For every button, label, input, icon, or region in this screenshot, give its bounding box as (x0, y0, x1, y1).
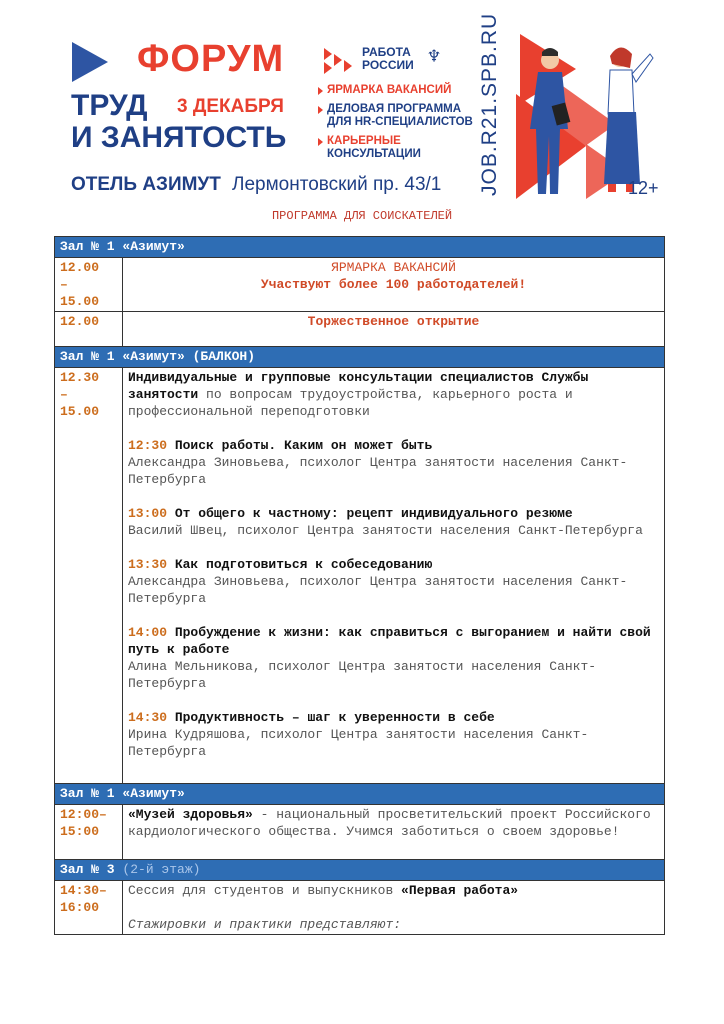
session-title: «Первая работа» (401, 883, 519, 898)
logo-text: РАБОТА РОССИИ (362, 45, 414, 72)
event-cell (123, 258, 665, 312)
talk-item (128, 624, 659, 692)
event-cell (123, 312, 665, 347)
time-cell (55, 368, 123, 784)
title-line-1: ТРУД (71, 89, 148, 122)
feature-job-fair (318, 84, 498, 97)
hall-header-cell (55, 860, 665, 881)
consultations-intro (128, 369, 659, 420)
forum-heading: ФОРУМ (137, 38, 285, 80)
time-dash: – (60, 277, 68, 292)
time-end: 15:00 (60, 824, 100, 839)
hall-header (55, 237, 665, 258)
talk-item (128, 556, 659, 607)
hall-header (55, 347, 665, 368)
forum-features (318, 84, 498, 167)
talk-speaker: Алина Мельникова, психолог Центра занятости населения Санкт-Петербурга (128, 659, 597, 691)
talk-title: Пробуждение к жизни: как справиться с выгоранием и найти свой путь к работе (128, 625, 651, 657)
play-triangle-icon (72, 42, 108, 82)
feature-career-consult (318, 135, 498, 161)
hall-header-cell: Зал № 1 «Азимут» (55, 237, 665, 258)
consultations-rest: по вопросам трудоустройства, карьерного роста и профессиональной переподготовки (128, 387, 573, 419)
hall-header-cell: Зал № 1 «Азимут» (55, 784, 665, 805)
talk-title: Как подготовиться к собеседованию (167, 557, 433, 572)
talk-speaker: Василий Швец, психолог Центра занятости населения Санкт-Петербурга (128, 523, 643, 538)
talk-speaker: Ирина Кудряшова, психолог Центра занятости населения Санкт-Петербурга (128, 727, 589, 759)
museum-description: - национальный просветительский проект Российского кардиологического общества. Учимся заботиться о своем здоровье! (128, 807, 651, 839)
hall-header (55, 860, 665, 881)
talk-speaker: Александра Зиновьева, психолог Центра занятости населения Санкт-Петербурга (128, 574, 628, 606)
event-cell (123, 368, 665, 784)
event-cell (123, 881, 665, 935)
venue-address: Лермонтовский пр. 43/1 (232, 174, 442, 195)
talk-title: Продуктивность – шаг к уверенности в себе (167, 710, 495, 725)
program-table (54, 236, 665, 935)
time-cell: 12.00 (55, 312, 123, 347)
talk-time: 14:30 (128, 710, 168, 725)
event-subtitle: Участвуют более 100 работодателей! (260, 277, 527, 292)
table-row (55, 881, 665, 935)
feature-career-line1: КАРЬЕРНЫЕ (327, 135, 401, 147)
talk-item (128, 709, 659, 760)
table-row (55, 368, 665, 784)
time-start: 12:00– (60, 807, 107, 822)
time-cell (55, 258, 123, 312)
time-start: 14:30– (60, 883, 107, 898)
people-illustration (516, 34, 656, 199)
hall-floor: (2-й этаж) (114, 862, 201, 877)
talk-speaker: Александра Зиновьева, психолог Центра занятости населения Санкт-Петербурга (128, 455, 628, 487)
hall-header (55, 784, 665, 805)
event-title: Торжественное открытие (307, 314, 480, 329)
talk-time: 13:30 (128, 557, 168, 572)
program-title: ПРОГРАММА ДЛЯ СОИСКАТЕЛЕЙ (271, 209, 453, 223)
age-rating: 12+ (628, 178, 659, 198)
table-row (55, 258, 665, 312)
talk-title: От общего к частному: рецепт индивидуального резюме (167, 506, 573, 521)
talk-time: 13:00 (128, 506, 168, 521)
talk-time: 14:00 (128, 625, 168, 640)
time-start: 12.00 (60, 260, 100, 275)
talk-time: 12:30 (128, 438, 168, 453)
event-cell (123, 805, 665, 860)
session-note: Стажировки и практики представляют: (128, 917, 402, 932)
time-end: 16:00 (60, 900, 100, 915)
title-line-2: И ЗАНЯТОСТЬ (71, 121, 287, 154)
talk-item (128, 437, 659, 488)
venue-name: ОТЕЛЬ АЗИМУТ (71, 174, 221, 195)
rabota-rossii-logo-icon (318, 46, 358, 76)
talk-item (128, 505, 659, 539)
talk-title: Поиск работы. Каким он может быть (167, 438, 433, 453)
feature-business-line2: ДЛЯ HR-СПЕЦИАЛИСТОВ (327, 116, 473, 128)
time-start: 12.30 (60, 370, 100, 385)
time-dash: – (60, 387, 68, 402)
museum-title: «Музей здоровья» (128, 807, 253, 822)
emblem-icon: ♆ (428, 47, 441, 70)
feature-business-program (318, 103, 498, 129)
time-end: 15.00 (60, 294, 100, 309)
feature-job-fair-label: ЯРМАРКА ВАКАНСИЙ (327, 84, 452, 96)
time-end: 15.00 (60, 404, 100, 419)
time-cell (55, 881, 123, 935)
session-text: Сессия для студентов и выпускников (128, 883, 402, 898)
event-title: ЯРМАРКА ВАКАНСИЙ (331, 260, 456, 275)
feature-career-line2: КОНСУЛЬТАЦИИ (327, 148, 421, 160)
event-date: 3 ДЕКАБРЯ (177, 96, 284, 117)
event-banner (0, 0, 724, 210)
website-url: JOB.R21.SPB.RU (478, 12, 501, 196)
time-cell (55, 805, 123, 860)
table-row (55, 312, 665, 347)
table-row (55, 805, 665, 860)
hall-name: Зал № 3 (60, 862, 115, 877)
consultations-bold: Индивидуальные и групповые консультации специалистов Службы занятости (128, 370, 589, 402)
feature-business-line1: ДЕЛОВАЯ ПРОГРАММА (327, 103, 462, 115)
hall-header-cell: Зал № 1 «Азимут» (БАЛКОН) (55, 347, 665, 368)
